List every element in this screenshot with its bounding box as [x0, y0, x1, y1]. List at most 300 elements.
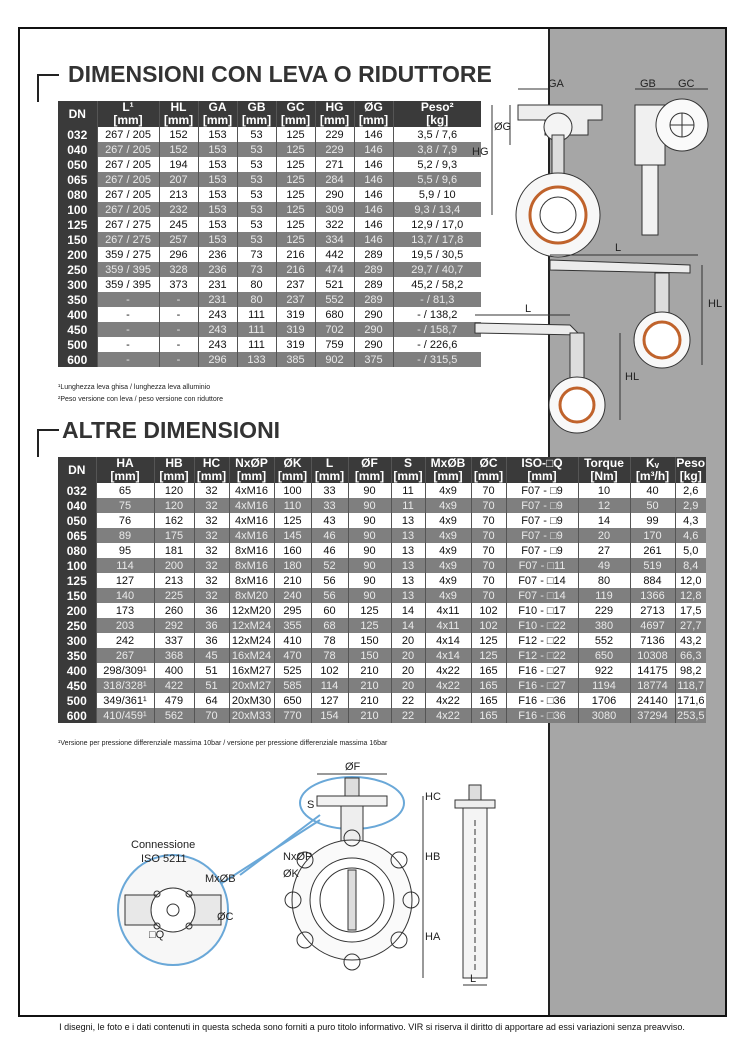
table-cell: 210: [348, 708, 391, 723]
column-header-label: DN: [68, 462, 86, 477]
table-cell: 120: [154, 483, 194, 498]
table-cell: 552: [578, 633, 630, 648]
table-cell: 53: [237, 172, 276, 187]
section1-title: DIMENSIONI CON LEVA O RIDUTTORE: [68, 61, 492, 87]
table-cell: 290: [315, 187, 354, 202]
table-cell: 78: [311, 633, 348, 648]
table-cell: 102: [471, 603, 506, 618]
dn-cell: 350: [58, 648, 96, 663]
table-cell: 145: [274, 528, 311, 543]
table-cell: 16xM27: [229, 663, 274, 678]
table-cell: 4x9: [425, 513, 471, 528]
column-header: [348, 457, 391, 483]
table-cell: 318/328¹: [96, 678, 154, 693]
table-cell: 20: [578, 528, 630, 543]
table-row: [58, 337, 481, 352]
column-header-unit: [mm]: [433, 469, 463, 483]
table-cell: 359 / 395: [97, 277, 159, 292]
dn-cell: 065: [58, 528, 96, 543]
column-header: [630, 457, 675, 483]
column-header-label: S: [403, 456, 412, 470]
column-header: [354, 101, 393, 127]
table-cell: 521: [315, 277, 354, 292]
table-cell: 13: [391, 543, 425, 558]
dn-cell: 400: [58, 307, 97, 322]
table-cell: 111: [237, 322, 276, 337]
table-cell: 4xM16: [229, 498, 274, 513]
label-conn-line2: ISO 5211: [141, 853, 187, 865]
section1-note1: ¹Lunghezza leva ghisa / lunghezza leva alluminio: [58, 384, 211, 391]
table-cell: 13: [391, 528, 425, 543]
table-cell: 3080: [578, 708, 630, 723]
table-row: [58, 708, 706, 723]
section2-note1: ¹Versione per pressione differenziale massima 10bar / versione per pressione differenziale massima 16bar: [58, 740, 388, 747]
table-cell: 922: [578, 663, 630, 678]
table-cell: 70: [471, 498, 506, 513]
table-cell: F07 - □9: [506, 513, 578, 528]
table-cell: 153: [198, 217, 237, 232]
table-row: [58, 157, 481, 172]
table-cell: 328: [159, 262, 198, 277]
table-cell: 4x9: [425, 498, 471, 513]
dimensions-lever-table: [58, 101, 481, 367]
table-row: [58, 277, 481, 292]
column-header-label: Peso²: [420, 100, 454, 114]
table-cell: 4x9: [425, 528, 471, 543]
dn-cell: 065: [58, 172, 97, 187]
table-cell: F16 - □27: [506, 663, 578, 678]
column-header: [159, 101, 198, 127]
table-cell: 4x22: [425, 708, 471, 723]
table-cell: 243: [198, 322, 237, 337]
table-cell: 32: [194, 513, 229, 528]
column-header-label: HG: [325, 100, 344, 114]
table-cell: 125: [276, 142, 315, 157]
table-cell: 359 / 275: [97, 247, 159, 262]
label-gc: GC: [678, 78, 695, 90]
table-cell: F07 - □14: [506, 588, 578, 603]
table-cell: 20: [391, 633, 425, 648]
label-hl-left: HL: [625, 371, 640, 383]
table-cell: 114: [96, 558, 154, 573]
column-header-label: NxØP: [235, 456, 268, 470]
table-cell: 552: [315, 292, 354, 307]
table-cell: 14175: [630, 663, 675, 678]
column-header-unit: [mm]: [277, 469, 308, 483]
table-cell: 66,3: [675, 648, 706, 663]
table-cell: 89: [96, 528, 154, 543]
table-cell: F16 - □36: [506, 708, 578, 723]
table-cell: 474: [315, 262, 354, 277]
table-cell: F07 - □11: [506, 558, 578, 573]
table-cell: 51: [194, 663, 229, 678]
dn-cell: 250: [58, 618, 96, 633]
table-cell: 10: [578, 483, 630, 498]
table-cell: 24140: [630, 693, 675, 708]
column-header-label: L¹: [122, 100, 134, 114]
column-header-label: Kᵥ: [645, 456, 660, 470]
table-row: [58, 172, 481, 187]
table-row: [58, 588, 706, 603]
table-cell: 14: [578, 513, 630, 528]
dn-cell: 032: [58, 483, 96, 498]
table-cell: F07 - □9: [506, 498, 578, 513]
table-cell: 170: [630, 528, 675, 543]
table-cell: 289: [354, 247, 393, 262]
table-cell: 154: [311, 708, 348, 723]
table-cell: 2713: [630, 603, 675, 618]
table-cell: 70: [471, 558, 506, 573]
table-cell: 46: [311, 528, 348, 543]
table-cell: -: [97, 292, 159, 307]
column-header-label: ISO-□Q: [521, 456, 563, 470]
table-cell: 146: [354, 157, 393, 172]
table-cell: 53: [237, 202, 276, 217]
table-cell: 27: [578, 543, 630, 558]
table-cell: 245: [159, 217, 198, 232]
section2-title: ALTRE DIMENSIONI: [62, 417, 281, 443]
table-cell: 260: [154, 603, 194, 618]
table-cell: 4xM16: [229, 483, 274, 498]
table-cell: F16 - □27: [506, 678, 578, 693]
section1-bracket: [37, 74, 59, 102]
label-gb: GB: [640, 78, 656, 90]
table-cell: 12xM20: [229, 603, 274, 618]
table-cell: 153: [198, 172, 237, 187]
valve-drawing-bottom: [105, 760, 525, 1010]
column-header-label: HA: [116, 456, 134, 470]
table-cell: 120: [154, 498, 194, 513]
dn-cell: 450: [58, 322, 97, 337]
dn-cell: 150: [58, 232, 97, 247]
column-header-unit: [mm]: [393, 469, 423, 483]
table-cell: 319: [276, 337, 315, 352]
table-cell: 29,7 / 40,7: [393, 262, 481, 277]
column-header: [198, 101, 237, 127]
table-cell: 100: [274, 483, 311, 498]
table-cell: 2,6: [675, 483, 706, 498]
table-row: [58, 262, 481, 277]
table-cell: 50: [630, 498, 675, 513]
table-cell: 90: [348, 558, 391, 573]
table-cell: 231: [198, 277, 237, 292]
table-cell: 20: [391, 648, 425, 663]
table-cell: -: [159, 322, 198, 337]
table-cell: - / 138,2: [393, 307, 481, 322]
column-header-label: GC: [286, 100, 305, 114]
label-hb: HB: [425, 851, 441, 863]
column-header-label: Peso: [676, 456, 706, 470]
table-cell: 216: [276, 247, 315, 262]
table-cell: 267 / 205: [97, 187, 159, 202]
table-cell: 160: [274, 543, 311, 558]
column-header: [97, 101, 159, 127]
table-cell: 146: [354, 127, 393, 142]
column-header-unit: [mm]: [280, 113, 311, 127]
column-header-label: MxØB: [430, 456, 466, 470]
table-cell: 90: [348, 528, 391, 543]
table-cell: 2,9: [675, 498, 706, 513]
table-cell: 45,2 / 58,2: [393, 277, 481, 292]
table-cell: F10 - □22: [506, 618, 578, 633]
table-cell: 10308: [630, 648, 675, 663]
table-cell: 165: [471, 663, 506, 678]
table-cell: 70: [471, 543, 506, 558]
table-cell: 181: [154, 543, 194, 558]
table-cell: 127: [311, 693, 348, 708]
footer-disclaimer: I disegni, le foto e i dati contenuti in questa scheda sono forniti a puro titolo informativo. VIR si riserva il diritto di apportare ad essi variazioni senza preavviso.: [59, 1022, 685, 1032]
table-cell: 359 / 395: [97, 262, 159, 277]
table-cell: 5,2 / 9,3: [393, 157, 481, 172]
table-cell: 253,5: [676, 709, 705, 722]
table-cell: 334: [315, 232, 354, 247]
table-cell: 562: [154, 708, 194, 723]
table-cell: 73: [237, 262, 276, 277]
table-cell: 4x22: [425, 663, 471, 678]
table-cell: 33: [311, 483, 348, 498]
table-cell: 53: [237, 127, 276, 142]
table-cell: -: [97, 307, 159, 322]
table-cell: 36: [194, 618, 229, 633]
table-cell: 4x11: [425, 618, 471, 633]
table-row: [58, 663, 706, 678]
table-cell: 5,5 / 9,6: [393, 172, 481, 187]
table-cell: 229: [315, 127, 354, 142]
column-header-unit: [kg]: [426, 113, 449, 127]
table-cell: 213: [159, 187, 198, 202]
table-cell: 32: [194, 483, 229, 498]
column-header: [274, 457, 311, 483]
table-cell: 20: [391, 678, 425, 693]
table-cell: 9,3 / 13,4: [393, 202, 481, 217]
table-cell: 70: [471, 573, 506, 588]
table-cell: 49: [578, 558, 630, 573]
table-cell: 585: [274, 678, 311, 693]
table-row: [58, 498, 706, 513]
table-cell: 1366: [630, 588, 675, 603]
table-cell: 125: [276, 172, 315, 187]
column-header-unit: [mm]: [113, 113, 143, 127]
table-cell: 111: [237, 307, 276, 322]
column-header: [393, 101, 481, 127]
dn-cell: 300: [58, 633, 96, 648]
table-cell: 22: [391, 693, 425, 708]
table-cell: 284: [315, 172, 354, 187]
column-header-unit: [mm]: [473, 469, 504, 483]
table-cell: 52: [311, 558, 348, 573]
table-cell: 759: [315, 337, 354, 352]
label-ga: GA: [548, 78, 564, 90]
table-cell: 368: [154, 648, 194, 663]
table-cell: 153: [198, 187, 237, 202]
table-row: [58, 247, 481, 262]
table-cell: 4x14: [425, 648, 471, 663]
dn-cell: 400: [58, 663, 96, 678]
table-cell: 152: [159, 142, 198, 157]
table-cell: 56: [311, 588, 348, 603]
table-cell: 102: [471, 618, 506, 633]
table-cell: 296: [159, 247, 198, 262]
dn-cell: 450: [58, 678, 96, 693]
table-cell: 289: [354, 262, 393, 277]
dn-cell: 080: [58, 187, 97, 202]
table-cell: 292: [154, 618, 194, 633]
label-s: S: [307, 799, 315, 811]
table-row: [58, 322, 481, 337]
table-cell: 8xM16: [229, 543, 274, 558]
table-cell: 17,5: [675, 603, 706, 618]
table-cell: 525: [274, 663, 311, 678]
table-cell: 194: [159, 157, 198, 172]
table-cell: 53: [237, 157, 276, 172]
table-cell: 213: [154, 573, 194, 588]
table-cell: 13: [391, 513, 425, 528]
table-cell: 14: [391, 618, 425, 633]
table-cell: 90: [348, 498, 391, 513]
table-cell: 125: [348, 618, 391, 633]
table-cell: 32: [194, 498, 229, 513]
table-cell: 27,7: [675, 618, 706, 633]
dn-cell: 050: [58, 513, 96, 528]
section1-note2: ²Peso versione con leva / peso versione con riduttore: [58, 396, 223, 403]
table-cell: -: [159, 307, 198, 322]
label-of: ØF: [345, 761, 361, 773]
table-row: [58, 232, 481, 247]
table-cell: 70: [194, 708, 229, 723]
table-cell: 267 / 205: [97, 157, 159, 172]
table-cell: 385: [276, 352, 315, 367]
table-cell: 13: [391, 558, 425, 573]
column-header-unit: [mm]: [358, 113, 389, 127]
table-cell: 290: [354, 337, 393, 352]
table-cell: 243: [198, 337, 237, 352]
table-cell: 267 / 275: [97, 217, 159, 232]
table-row: [58, 307, 481, 322]
dn-cell: 040: [58, 142, 97, 157]
column-header-label: HL: [170, 100, 187, 114]
table-cell: F12 - □22: [506, 648, 578, 663]
table-cell: F07 - □9: [506, 528, 578, 543]
table-cell: F16 - □36: [506, 693, 578, 708]
table-cell: 400: [154, 663, 194, 678]
table-cell: 309: [315, 202, 354, 217]
table-cell: 322: [315, 217, 354, 232]
table-row: [58, 202, 481, 217]
table-row: [58, 142, 481, 157]
table-cell: 237: [276, 292, 315, 307]
table-cell: 210: [348, 663, 391, 678]
table-row: [58, 352, 481, 367]
column-header-unit: [mm]: [241, 113, 272, 127]
table-cell: 295: [274, 603, 311, 618]
table-cell: 22: [391, 708, 425, 723]
label-conn-line1: Connessione: [131, 839, 196, 851]
column-header-unit: [Nm]: [590, 469, 618, 483]
column-header-label: ØC: [479, 456, 498, 470]
table-cell: 20xM33: [229, 708, 274, 723]
table-cell: 290: [354, 307, 393, 322]
table-cell: 355: [274, 618, 311, 633]
label-oc: ØC: [217, 911, 234, 923]
table-cell: 64: [194, 693, 229, 708]
other-dimensions-table: [58, 457, 706, 723]
label-hl-top: HL: [708, 298, 723, 310]
label-hc: HC: [425, 791, 441, 803]
table-row: [58, 693, 706, 708]
dn-cell: 200: [58, 247, 97, 262]
table-cell: 98,2: [675, 663, 706, 678]
column-header-label: ØG: [364, 100, 383, 114]
column-header-label: HC: [202, 456, 221, 470]
table-cell: 165: [471, 708, 506, 723]
table-cell: -: [97, 337, 159, 352]
table-cell: 146: [354, 232, 393, 247]
label-nxop: NxØP: [283, 851, 313, 863]
table-cell: 261: [630, 543, 675, 558]
column-header: [471, 457, 506, 483]
table-cell: 18774: [630, 678, 675, 693]
table-row: [58, 127, 481, 142]
table-row: [58, 648, 706, 663]
table-cell: 3,8 / 7,9: [393, 142, 481, 157]
table-cell: 216: [276, 262, 315, 277]
table-cell: 125: [276, 127, 315, 142]
top-flange: [317, 796, 387, 806]
dn-cell: 350: [58, 292, 97, 307]
table-cell: 296: [198, 352, 237, 367]
table-cell: 13: [391, 573, 425, 588]
table-cell: 380: [578, 618, 630, 633]
table-cell: 442: [315, 247, 354, 262]
table-cell: 125: [274, 513, 311, 528]
column-header-unit: [mm]: [159, 469, 189, 483]
table-cell: 125: [276, 187, 315, 202]
table-cell: 119: [578, 588, 630, 603]
table-cell: 319: [276, 322, 315, 337]
table-cell: 33: [311, 498, 348, 513]
table-cell: 70: [471, 528, 506, 543]
column-header-label: ØK: [283, 456, 302, 470]
table-cell: 267 / 205: [97, 142, 159, 157]
table-cell: 180: [274, 558, 311, 573]
table-cell: 4,3: [675, 513, 706, 528]
table-row: [58, 187, 481, 202]
table-cell: 32: [194, 588, 229, 603]
table-row: [58, 528, 706, 543]
column-header-unit: [mm]: [163, 113, 194, 127]
table-cell: 110: [274, 498, 311, 513]
table-cell: 53: [237, 232, 276, 247]
table-cell: 70: [471, 588, 506, 603]
table-cell: 200: [154, 558, 194, 573]
column-header: [194, 457, 229, 483]
table-cell: 243: [198, 307, 237, 322]
table-cell: 90: [348, 483, 391, 498]
table-cell: 70: [471, 513, 506, 528]
table-cell: 210: [348, 678, 391, 693]
table-cell: 8,4: [675, 558, 706, 573]
table-cell: 13: [391, 588, 425, 603]
table-cell: 267 / 205: [97, 202, 159, 217]
table-cell: 165: [471, 693, 506, 708]
table-cell: -: [159, 292, 198, 307]
table-cell: 4xM16: [229, 528, 274, 543]
column-header: [276, 101, 315, 127]
table-cell: 127: [96, 573, 154, 588]
table-cell: 1706: [578, 693, 630, 708]
label-ok: ØK: [283, 868, 299, 880]
label-hg: HG: [472, 146, 489, 158]
